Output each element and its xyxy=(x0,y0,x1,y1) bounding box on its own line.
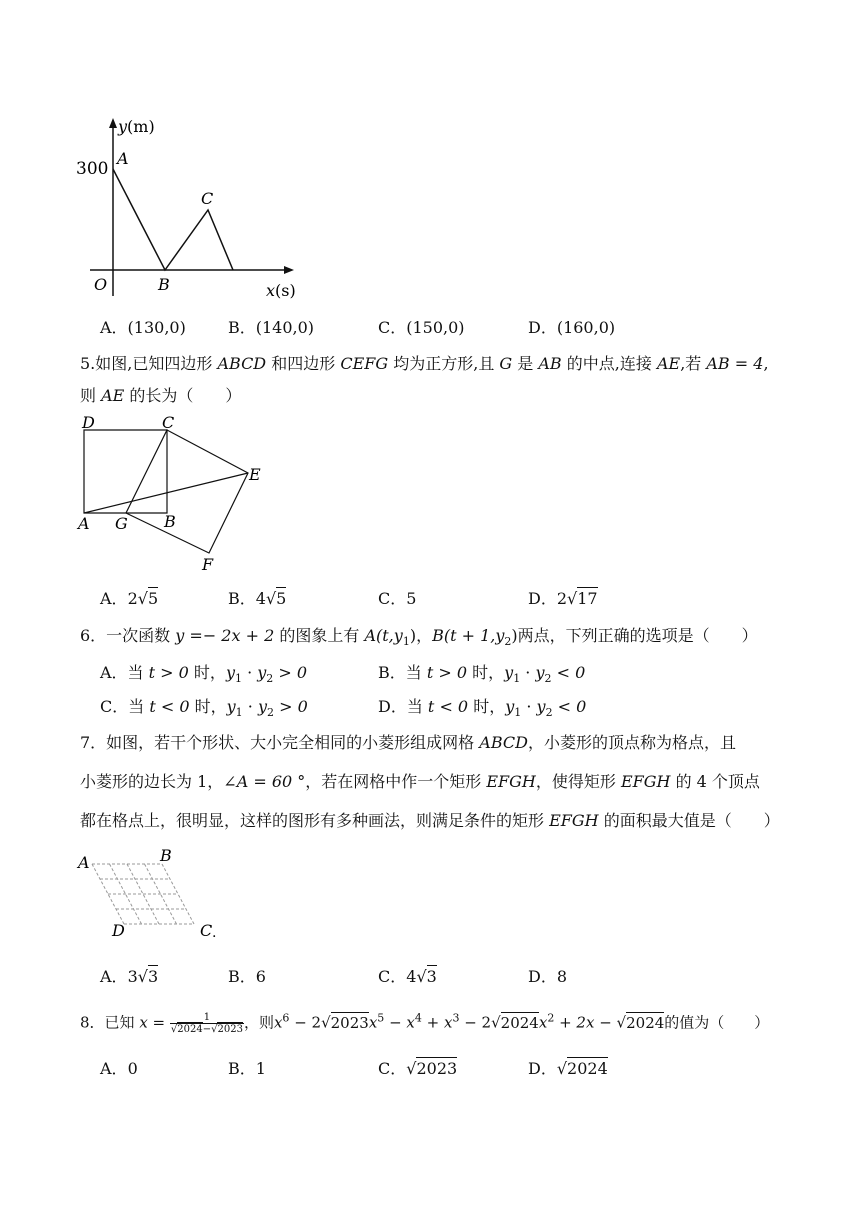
q8-stem: 8．已知 x = $\frac{1}{√2024-√2023}$ ，则$x^6 - 2√2023x^5 - x^4 + x^3 - 2√2024x^2 + 2x - √2024$的值为（ ） xyxy=(80,1011,770,1035)
x-axis-label: x(s) xyxy=(266,281,296,300)
y-tick-300: 300 xyxy=(76,159,109,179)
label-a: A xyxy=(78,514,90,533)
label-b: B xyxy=(164,512,176,531)
q6-option-d[interactable]: D．当 t < 0 时，$y_1 \cdot y_2 < 0$ xyxy=(378,697,587,720)
q5-option-a[interactable]: A．2√5 xyxy=(100,589,159,608)
label-e: E xyxy=(249,465,261,484)
square-abcd xyxy=(84,430,167,513)
segment-ae xyxy=(84,473,248,513)
q5-option-b[interactable]: B．4√5 xyxy=(228,589,287,608)
y-axis-arrow xyxy=(109,118,117,128)
q5-stem-line-1: 5.如图,已知四边形 ABCD 和四边形 CEFG 均为正方形,且 G 是 AB 的中点,连接 AE,若 AB = 4, xyxy=(80,354,769,373)
distance-time-graph xyxy=(70,112,310,302)
q8-option-b[interactable]: B．1 xyxy=(228,1059,266,1078)
q4-option-b[interactable]: B．(140,0) xyxy=(228,318,315,337)
origin-label: O xyxy=(94,275,108,294)
label-c: C xyxy=(162,413,175,432)
q4-option-a[interactable]: A．(130,0) xyxy=(100,318,186,337)
grid-label-a: A xyxy=(78,853,90,872)
q6-option-b[interactable]: B．当 t > 0 时，$y_1 \cdot y_2 < 0$ xyxy=(378,663,586,686)
point-c-label: C xyxy=(201,189,214,208)
grid-label-dot: . xyxy=(212,925,217,941)
point-a-label: A xyxy=(117,149,129,168)
q4-option-d[interactable]: D．(160,0) xyxy=(528,318,616,337)
x-axis-arrow xyxy=(284,266,294,274)
grid-label-d: D xyxy=(112,921,125,940)
q7-rhombus-grid-figure xyxy=(74,846,234,942)
q7-stem-line-1: 7．如图，若干个形状、大小完全相同的小菱形组成网格 ABCD，小菱形的顶点称为格点，且 xyxy=(80,733,736,752)
q6-stem: 6．一次函数 y =− 2x + 2 的图象上有 $A(t,y_1)$，$B(t + 1,y_2)$两点，下列正确的选项是（ ） xyxy=(80,626,758,649)
q5-squares-figure xyxy=(74,412,274,574)
graph-line xyxy=(113,169,233,270)
grid-label-b: B xyxy=(160,846,172,865)
q8-option-a[interactable]: A．0 xyxy=(100,1059,138,1078)
q5-option-c[interactable]: C．5 xyxy=(378,589,417,608)
q8-fraction: $\frac{1}{√2024-√2023}$ xyxy=(170,1012,243,1035)
q8-option-c[interactable]: C．√2023 xyxy=(378,1059,458,1078)
label-f: F xyxy=(202,555,214,574)
q4-option-c[interactable]: C．(150,0) xyxy=(378,318,465,337)
grid-label-c: C xyxy=(200,921,213,940)
grid-s-4 xyxy=(162,864,194,924)
q5-stem-line-2: 则 AE 的长为（ ） xyxy=(80,386,242,405)
q7-option-a[interactable]: A．3√3 xyxy=(100,967,159,986)
q5-option-d[interactable]: D．2√17 xyxy=(528,589,598,608)
label-g: G xyxy=(115,514,128,533)
y-axis-label: y(m) xyxy=(118,117,155,136)
label-d: D xyxy=(82,413,95,432)
q6-option-a[interactable]: A．当 t > 0 时，$y_1 \cdot y_2 > 0$ xyxy=(100,663,308,686)
q7-option-b[interactable]: B．6 xyxy=(228,967,266,986)
square-cefg xyxy=(126,430,248,553)
q6-option-c[interactable]: C．当 t < 0 时，$y_1 \cdot y_2 > 0$ xyxy=(100,697,308,720)
q8-option-d[interactable]: D．√2024 xyxy=(528,1059,608,1078)
q7-option-d[interactable]: D．8 xyxy=(528,967,568,986)
q7-stem-line-2: 小菱形的边长为 1，∠A = 60 °，若在网格中作一个矩形 EFGH，使得矩形 EFGH 的 4 个顶点 xyxy=(80,772,760,791)
q7-option-c[interactable]: C．4√3 xyxy=(378,967,437,986)
q7-stem-line-3: 都在格点上，很明显，这样的图形有多种画法，则满足条件的矩形 EFGH 的面积最大值是（ ） xyxy=(80,811,780,830)
point-b-label: B xyxy=(158,275,170,294)
